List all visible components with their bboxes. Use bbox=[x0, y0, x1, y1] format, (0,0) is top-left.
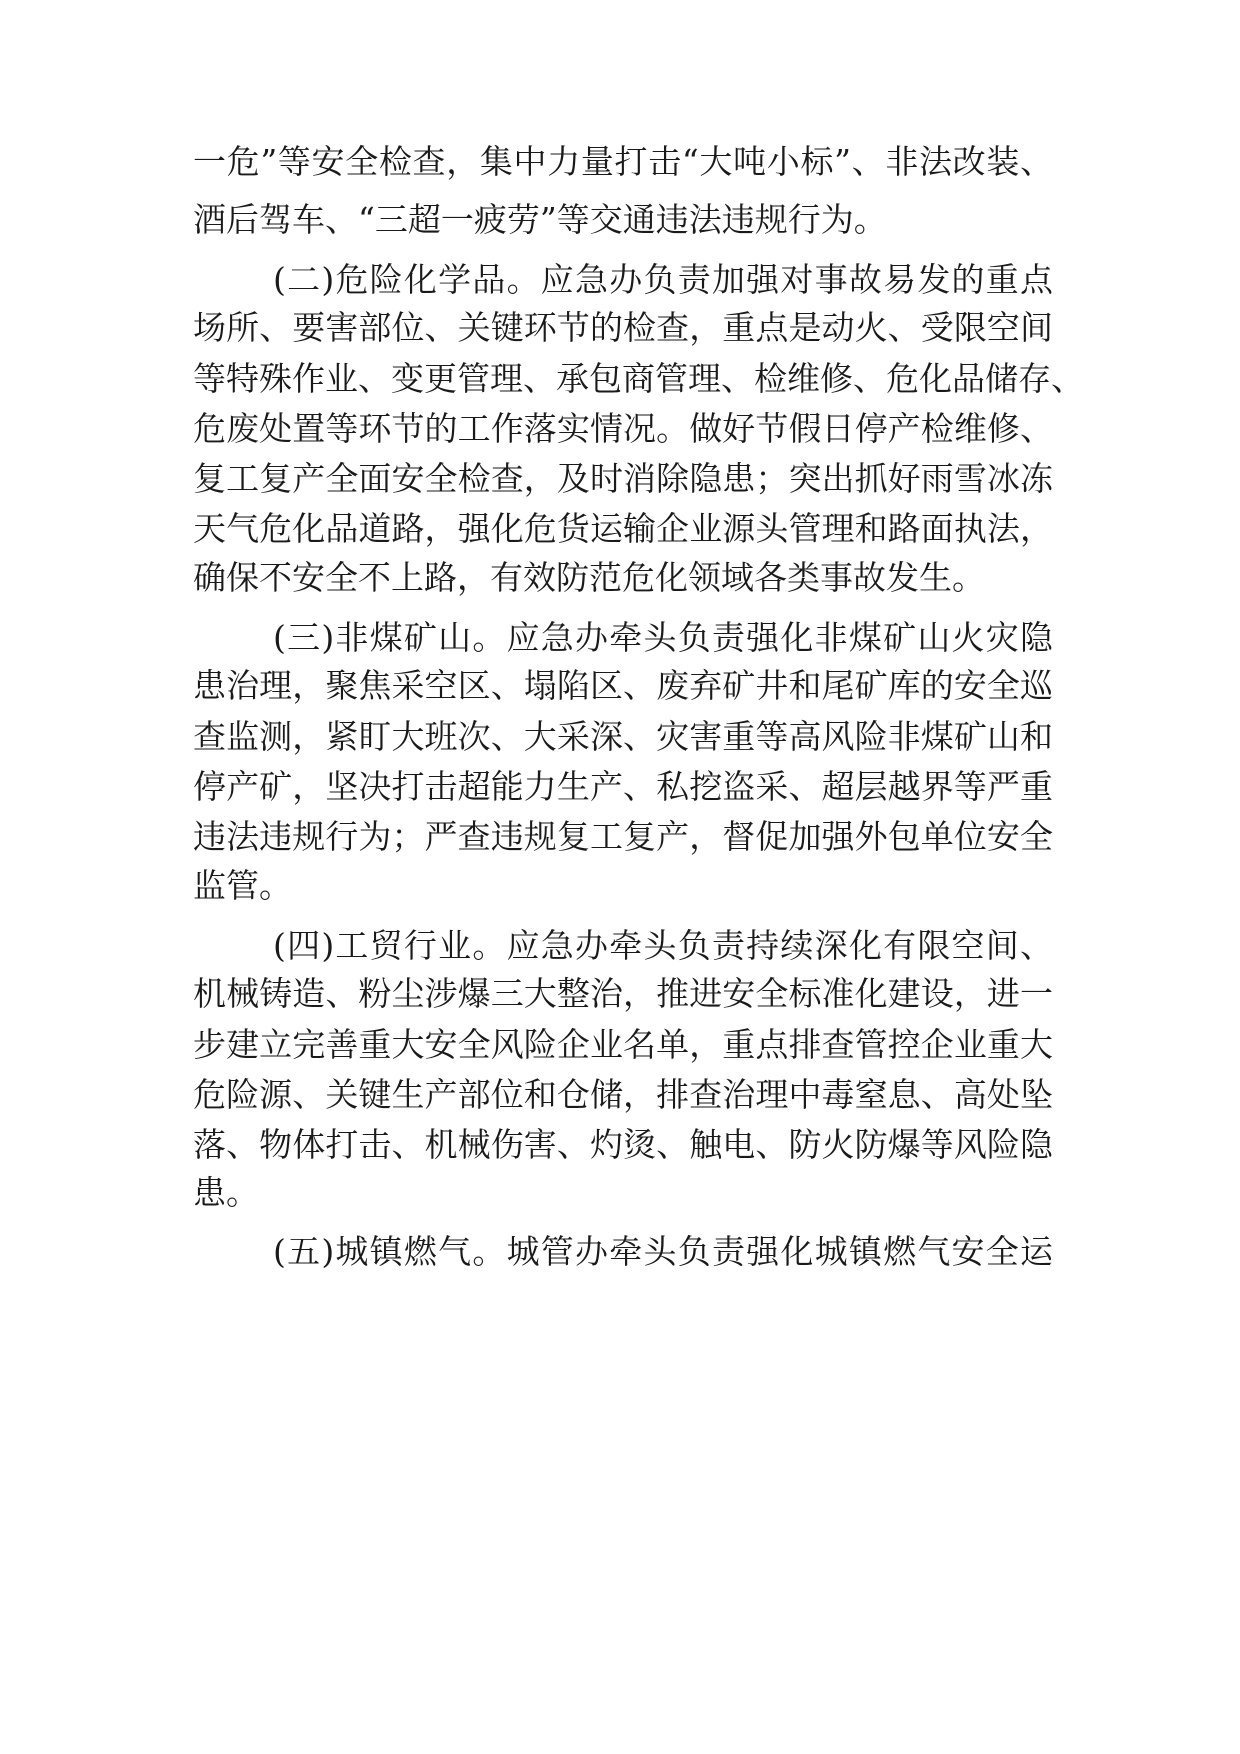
text-line: 违法违规行为；严查违规复工复产，督促加强外包单位安全 bbox=[193, 817, 1053, 856]
text-line: 患治理，聚焦采空区、塌陷区、废弃矿井和尾矿库的安全巡 bbox=[193, 666, 1053, 705]
text-line: 天气危化品道路，强化危货运输企业源头管理和路面执法， bbox=[193, 509, 1053, 548]
text-line: 一危”等安全检查，集中力量打击“大吨小标”、非法改装、 bbox=[193, 142, 1053, 181]
text-line: 危险源、关键生产部位和仓储，排查治理中毒窒息、高处坠 bbox=[193, 1075, 1053, 1114]
text-line: 落、物体打击、机械伤害、灼烫、触电、防火防爆等风险隐 bbox=[193, 1125, 1053, 1164]
text-line: 停产矿，坚决打击超能力生产、私挖盗采、超层越界等严重 bbox=[193, 767, 1053, 806]
text-line: 查监测，紧盯大班次、大采深、灾害重等高风险非煤矿山和 bbox=[193, 717, 1053, 756]
text-line: 酒后驾车、“三超一疲劳”等交通违法违规行为。 bbox=[193, 200, 887, 239]
text-line: (五)城镇燃气。城管办牵头负责强化城镇燃气安全运 bbox=[273, 1232, 1053, 1271]
text-line: (四)工贸行业。应急办牵头负责持续深化有限空间、 bbox=[273, 926, 1053, 965]
text-line: 监管。 bbox=[193, 866, 292, 905]
text-line: 步建立完善重大安全风险企业名单，重点排查管控企业重大 bbox=[193, 1025, 1053, 1064]
text-line: 患。 bbox=[193, 1173, 259, 1212]
text-line: 等特殊作业、变更管理、承包商管理、检维修、危化品储存、 bbox=[193, 359, 1084, 398]
text-line: 确保不安全不上路，有效防范危化领域各类事故发生。 bbox=[193, 558, 985, 597]
text-line: (三)非煤矿山。应急办牵头负责强化非煤矿山火灾隐 bbox=[273, 618, 1053, 657]
text-line: 危废处置等环节的工作落实情况。做好节假日停产检维修、 bbox=[193, 409, 1053, 448]
text-line: 复工复产全面安全检查，及时消除隐患；突出抓好雨雪冰冻 bbox=[193, 459, 1053, 498]
text-line: 机械铸造、粉尘涉爆三大整治，推进安全标准化建设，进一 bbox=[193, 974, 1053, 1013]
text-line: 场所、要害部位、关键环节的检查，重点是动火、受限空间 bbox=[193, 308, 1053, 347]
text-line: (二)危险化学品。应急办负责加强对事故易发的重点 bbox=[273, 260, 1053, 299]
